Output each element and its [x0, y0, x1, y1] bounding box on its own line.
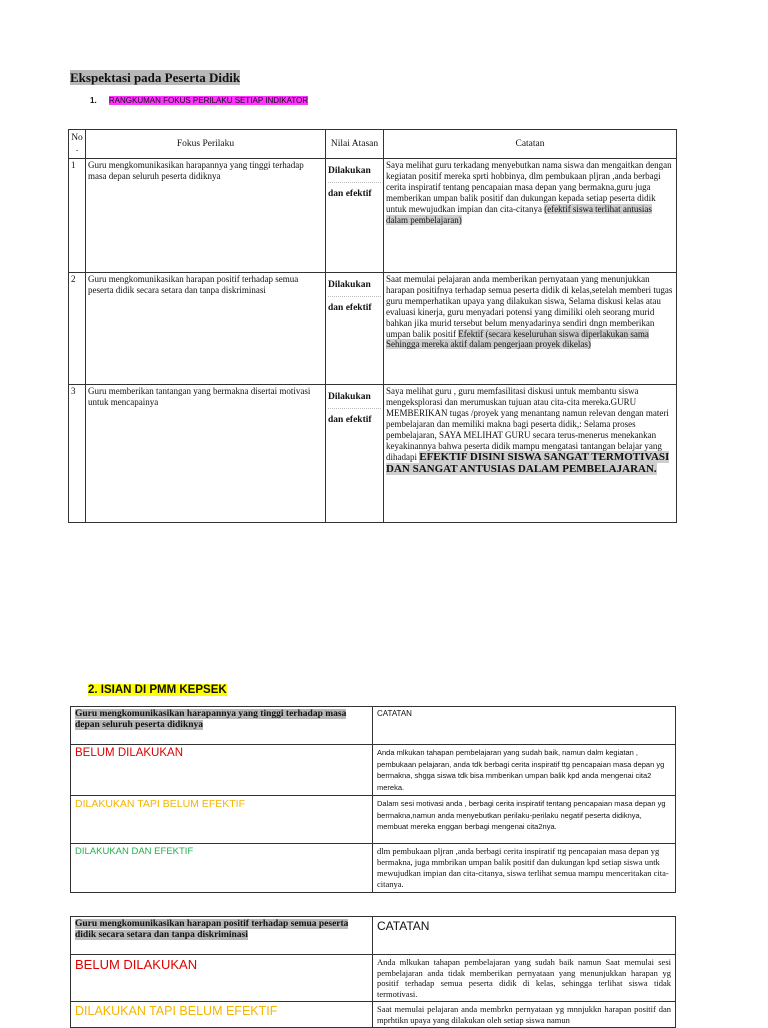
pmm-table-1: [70, 706, 676, 893]
row-note: Dalam sesi motivasi anda , berbagi cerita inspiratif tentang pencapaian masa depan yg bermakna,namun anda menyebutkan perilaku-perilaku negatif peserta didiknya, membuat mereka enggan berbagi mengenai cita2nya.: [373, 796, 676, 844]
row-catatan: Saya melihat guru , guru memfasilitasi diskusi untuk membantu siswa mengeksplorasi dan merumuskan tujuan atau cita-cita mereka.GURU MEMBERIKAN tugas /proyek yang menantang namun relevan dengan materi pembelajaran dan memiliki makna bagi peserta didik,: Selama proses pembelajaran, SAYA MELIHAT GURU secara terus-menerus menekankan keyakinannya bahwa peserta didik mampu mengatasi tantangan belajar yang dihadapi EFEKTIF DISINI SISWA SANGAT TERMOTIVASI DAN SANGAT ANTUSIAS DALAM PEMBELAJARAN.: [384, 385, 677, 523]
section-1-label: RANGKUMAN FOKUS PERILAKU SETIAP INDIKATOR: [108, 96, 309, 105]
row-fokus: Guru memberikan tantangan yang bermakna disertai motivasi untuk mencapainya: [86, 385, 326, 523]
table-row: [69, 385, 677, 523]
section-2-label: ISIAN DI PMM KEPSEK: [100, 684, 227, 696]
section-1-number: 1.: [90, 96, 97, 105]
header-catatan: Catatan: [384, 130, 677, 159]
header-fokus: Fokus Perilaku: [86, 130, 326, 159]
row-note: Saat memulai pelajaran anda membrkn pernyataan yg mnnjukkn harapan positif dan mprhtikn upaya yang dilakukan oleh setiap siswa namun: [373, 1002, 676, 1028]
summary-table-header: [69, 130, 677, 159]
row-label: DILAKUKAN TAPI BELUM EFEKTIF: [71, 796, 373, 844]
table-row: [69, 273, 677, 385]
row-number: 2: [69, 273, 86, 385]
catatan-highlight: EFEKTIF DISINI SISWA SANGAT TERMOTIVASI DAN SANGAT ANTUSIAS DALAM PEMBELAJARAN.: [386, 451, 670, 476]
row-note: Anda mlkukan tahapan pembelajaran yang sudah baik, namun dalm kegiatan , pembukaan pelajaran, anda tdk berbagi cerita inspiratif ttg pencapaian masa depan yg bermakna, shgga siswa tdk bisa mmberikan umpan balik kpd anda mengenai cita2 mereka.: [373, 745, 676, 796]
table-row: [71, 955, 676, 1002]
document-title: Ekspektasi pada Peserta Didik: [70, 70, 241, 85]
header-no: No .: [69, 130, 86, 159]
row-number: 1: [69, 159, 86, 273]
row-nilai: Dilakukan dan efektif: [326, 273, 384, 385]
row-note: dlm pembukaan pljran ,anda berbagi cerita inspiratif ttg pencapaian masa depan yg bermakna, juga mmbrikan umpan balik positif dan dukungan kpd setiap siswa untk mewujudkan impian dan cita-citanya, siswa terlihat semua mampu menceritakan cita-citanya.: [373, 844, 676, 893]
row-note: Anda mlkukan tahapan pembelajaran yang sudah baik namun Saat memulai sesi pembelajaran anda tidak memberikan pernyataan yang menunjukkan harapan yg positif terhadap semua peserta didik di kelas, sehingga terlihat siswa tidak termotivasi.: [373, 955, 676, 1002]
row-number: 3: [69, 385, 86, 523]
catatan-highlight: Efektif (secara keseluruhan siswa diperlakukan sama Sehingga mereka aktif dalam pengerjaan proyek dikelas): [386, 328, 649, 350]
row-fokus: Guru mengkomunikasikan harapannya yang tinggi terhadap masa depan seluruh peserta didiknya: [86, 159, 326, 273]
summary-table: [68, 129, 677, 523]
row-catatan: Saya melihat guru terkadang menyebutkan nama siswa dan mengaitkan dengan kegiatan positif mereka sprti hobbinya, dlm pembukaan pljran ,anda berbagi cerita inspiratif tentang pencapaian masa depan yang bermakna,guru juga memberikan umpan balik positif dan dukungan kepada setiap peserta didik untuk mewujudkan impian dan cita-citanya (efektif siswa terlihat antusias dalam pembelajaran): [384, 159, 677, 273]
row-nilai: Dilakukan dan efektif: [326, 159, 384, 273]
pmm-table-2: [70, 916, 676, 1028]
section-2-heading: [88, 684, 227, 696]
row-label: DILAKUKAN TAPI BELUM EFEKTIF: [71, 1002, 373, 1028]
pmm-table-1-header: [71, 707, 676, 745]
table-row: [71, 745, 676, 796]
pmm-table-1-catatan-header: CATATAN: [373, 707, 676, 745]
row-label: BELUM DILAKUKAN: [71, 745, 373, 796]
row-label: DILAKUKAN DAN EFEKTIF: [71, 844, 373, 893]
catatan-highlight: (efektif siswa terlihat antusias dalam pembelajaran): [386, 203, 652, 225]
table-row: [71, 844, 676, 893]
pmm-table-2-header: [71, 917, 676, 955]
pmm-table-2-catatan-header: CATATAN: [373, 917, 676, 955]
row-label: BELUM DILAKUKAN: [71, 955, 373, 1002]
row-fokus: Guru mengkomunikasikan harapan positif terhadap semua peserta didik secara setara dan tanpa diskriminasi: [86, 273, 326, 385]
table-row: [69, 159, 677, 273]
pmm-table-1-heading: Guru mengkomunikasikan harapannya yang tinggi terhadap masa depan seluruh peserta didiknya: [71, 707, 373, 745]
header-nilai: Nilai Atasan: [326, 130, 384, 159]
section-1-heading: [90, 96, 308, 105]
row-nilai: Dilakukan dan efektif: [326, 385, 384, 523]
pmm-table-2-heading: Guru mengkomunikasikan harapan positif terhadap semua peserta didik secara setara dan tanpa diskriminasi: [71, 917, 373, 955]
table-row: [71, 796, 676, 844]
section-2-number: 2.: [88, 684, 98, 696]
row-catatan: Saat memulai pelajaran anda memberikan pernyataan yang menunjukkan harapan positifnya terhadap semua peserta didik di kelas,setelah memberi tugas guru memperhatikan upaya yang dilakukan siswa, Selama diskusi kelas atau evaluasi kinerja, guru menyadari potensi yang dimiliki oleh seorang murid bahkan jika murid tersebut belum menyadarinya sendiri dngn memberikan umpan balik positif Efektif (secara keseluruhan siswa diperlakukan sama Sehingga mereka aktif dalam pengerjaan proyek dikelas): [384, 273, 677, 385]
